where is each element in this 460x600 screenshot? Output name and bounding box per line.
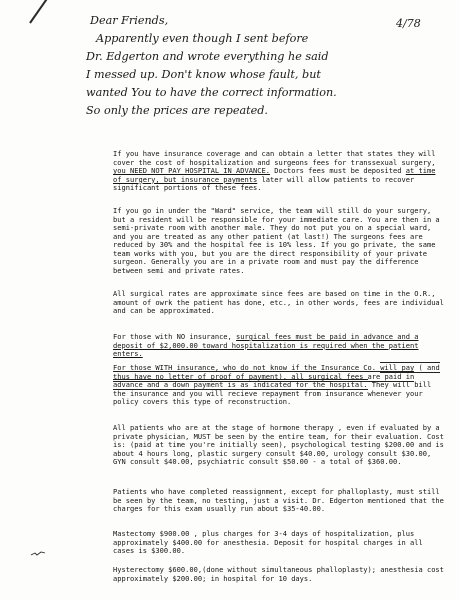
p1-text: Doctors fees must be deposited (269, 166, 406, 176)
paragraph-with-insurance (113, 364, 448, 407)
handwritten-line: Apparently even though I sent before (96, 32, 309, 45)
p2-text: If you go in under the "Ward" service, the team will still do your surgery, but a resident will be responsible for your immediate care. You are then in a semi-private room with another male. They do not put you on a special ward, and you are treated as any other patient (at last!) The surgeons fees are reduced by 30% and the hospital fee is 10% less. If you go private, the same team works with you, but you are the direct responsibility of your private surgeon. Generally you are in a private room and must pay the difference between semi and private rates. (113, 206, 440, 275)
paragraph-mastectomy (113, 530, 448, 556)
p6-text: All patients who are at the stage of hormone therapy , even if evaluated by a private physician, MUST be seen by the entire team, for their evaluation. Cost is: (paid at time you're initially seen), psychological testing $200.00 and is about 4 hours long, plastic surgery consult $40.00, urology consult $30.00, GYN consult $40.00, psychiatric consult $50.00 - a total of $360.00. (113, 423, 444, 467)
paragraph-hormone-therapy (113, 424, 448, 467)
paragraph-no-insurance (113, 333, 448, 359)
p8-text: Mastectomy $900.00 , plus charges for 3-4 days of hospitalization, plus approximately $400.00 for anesthesia. Deposit for hospital charges in all cases is $300.00. (113, 529, 423, 556)
handwritten-line: Dr. Edgerton and wrote everything he said (86, 50, 329, 63)
p5-text: They will bill the insurance and you will recieve repayment from insurance whenever your policy covers this type of reconstruction. (113, 380, 432, 407)
p7-text: Patients who have completed reassignment, except for phalloplasty, must still be seen by the team, no testing, just a visit. Dr. Edgerton mentioned that the charges for this exam usually run about $35-40.00. (113, 487, 444, 514)
handwritten-salutation: Dear Friends, (90, 14, 169, 27)
p1-underlined-text: you NEED NOT PAY HOSPITAL IN ADVANCE. (113, 166, 270, 176)
p1-underlined-text: at time of surgery, but insurance payments (113, 166, 436, 184)
paragraph-hysterectomy (113, 566, 448, 583)
margin-pen-mark (30, 550, 46, 557)
p3-text: All surgical rates are approximate since fees are based on time in the O.R., amount of owrk the patient has done, etc., in other words, fees are individual and can be approximated. (113, 289, 444, 316)
handwritten-date: 4/78 (396, 17, 421, 30)
margin-pen-stroke (29, 0, 50, 24)
p1-text: later will allow patients to recover significant portions of these fees. (113, 174, 415, 193)
paragraph-surgical-rates (113, 290, 448, 316)
handwritten-line: So only the prices are repeated. (86, 104, 268, 117)
p1-text: If you have insurance coverage and can obtain a letter that states they will cover the cost of hospitalization and surgeons fees for transsexual surgery, (113, 149, 436, 167)
paragraph-ward-service (113, 207, 448, 275)
p4-text: For those with NO insurance, (113, 332, 237, 341)
p5-underlined-text: will pay ( and thus have no letter of proof of payment), all surgical fees are paid in advance and a down payment is as indicated for the hospital. (113, 363, 440, 390)
p9-text: Hysterectomy $600.00,(done without simultaneous phalloplasty); anesthesia cost approximately $200.00; in hospital for 10 days. (113, 565, 444, 583)
handwritten-line: wanted You to have the correct information. (86, 86, 337, 99)
p5-text: For those WITH insurance, who do not know if the Insurance Co. (113, 363, 381, 372)
handwritten-line: I messed up. Don't know whose fault, but (86, 68, 321, 81)
paragraph-insurance-coverage (113, 150, 448, 193)
p4-underlined-text: surgical fees must be paid in advance and a deposit of $2,000.00 toward hospitalization is required when the patient enters. (113, 332, 419, 359)
paragraph-completed-reassignment (113, 488, 448, 514)
